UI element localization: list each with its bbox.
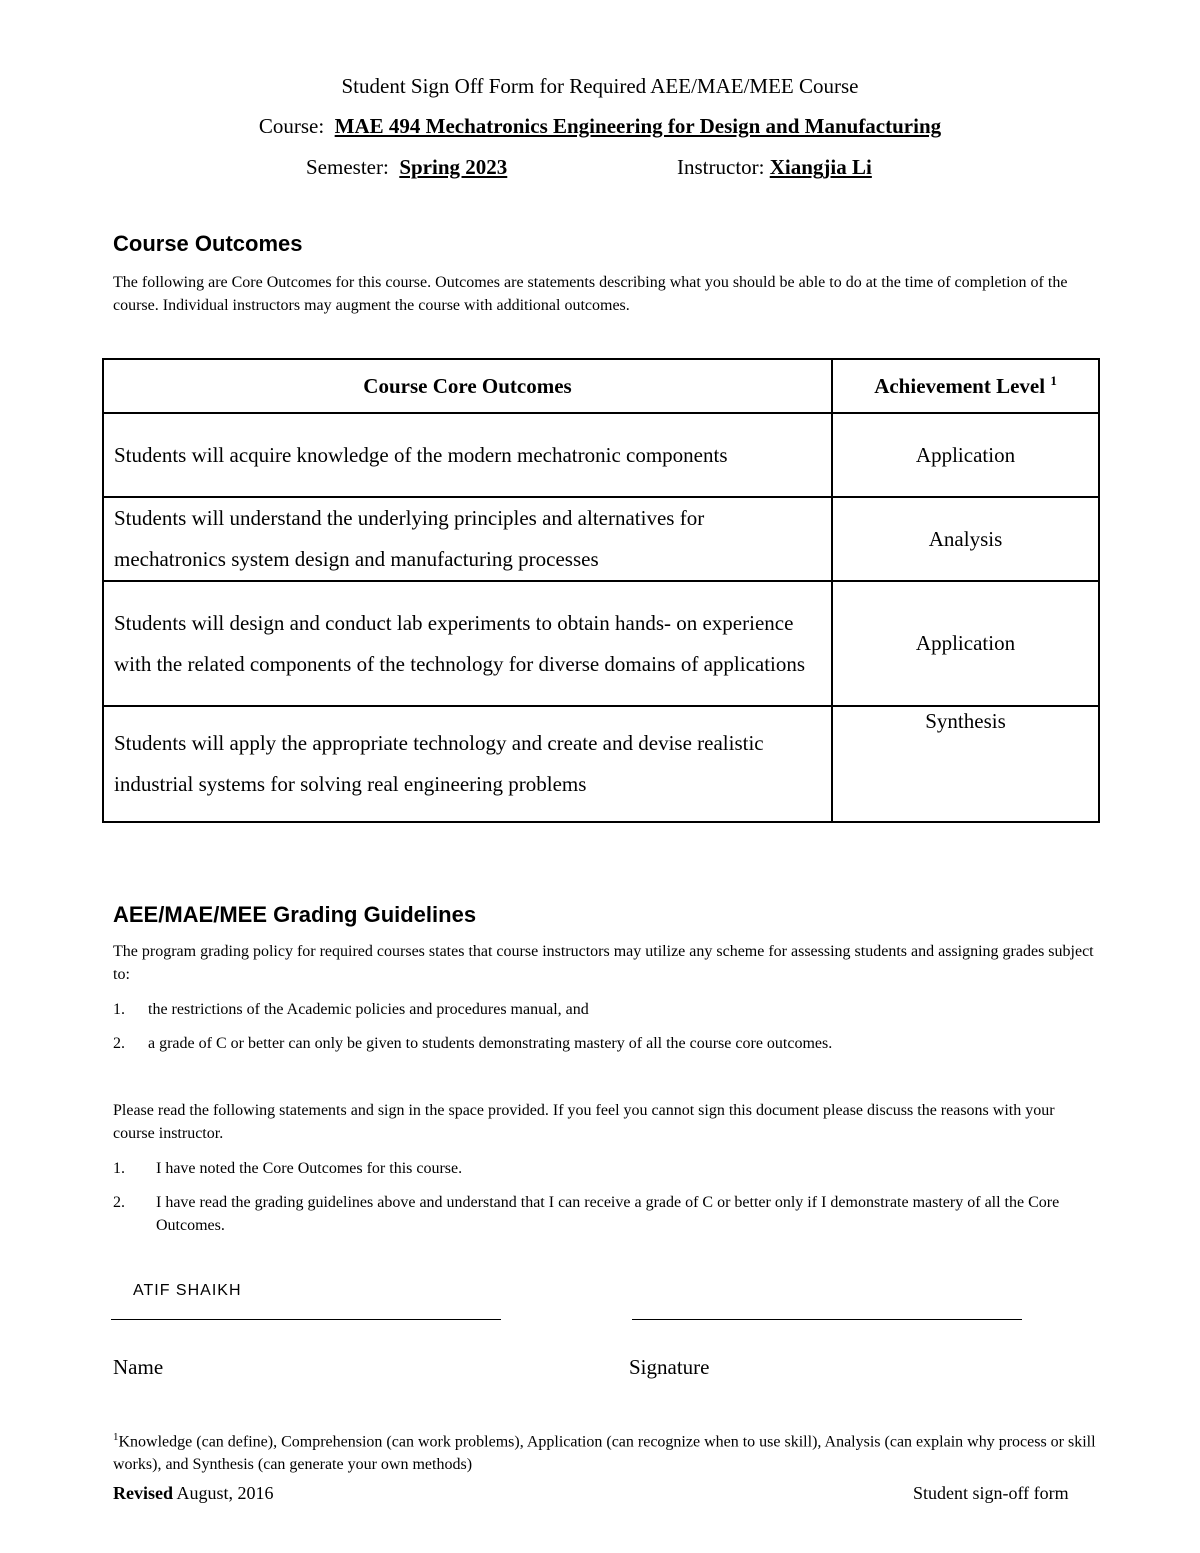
outcome-cell: Students will design and conduct lab experiments to obtain hands- on experience with the related components of the technology for diverse domains of applications	[103, 581, 832, 706]
outcomes-heading: Course Outcomes	[113, 231, 303, 256]
name-line	[111, 1319, 501, 1320]
table-row	[103, 581, 1099, 706]
outcomes-table	[102, 358, 1100, 823]
course-label: Course:	[258, 114, 325, 138]
footnote-ref: 1	[1050, 373, 1057, 388]
revised-note	[113, 1483, 274, 1504]
instructor-label: Instructor:	[677, 155, 765, 179]
signoff-item-text: I have noted the Core Outcomes for this course.	[156, 1160, 463, 1177]
revised-date: August, 2016	[176, 1483, 274, 1503]
col-header-level: Achievement Level $^1$	[832, 359, 1099, 413]
signoff-item-number: 2.	[113, 1194, 125, 1211]
table-row	[103, 706, 1099, 822]
course-line	[0, 114, 1200, 139]
course-value: MAE 494 Mechatronics Engineering for Design and Manufacturing	[334, 114, 942, 138]
signoff-item-text: I have read the grading guidelines above and understand that I can receive a grade of C or better only if I demonstrate mastery of all the Core Outcomes.	[156, 1194, 1060, 1234]
footnote	[113, 1426, 1098, 1476]
table-header-row	[103, 359, 1099, 413]
footnote-number: 1	[113, 1431, 119, 1443]
grading-item-text: the restrictions of the Academic policies and procedures manual, and	[148, 1001, 589, 1018]
signoff-intro: Please read the following statements and sign in the space provided. If you feel you cannot sign this document please discuss the reasons with your course instructor.	[113, 1102, 1055, 1142]
level-cell: Application	[832, 581, 1099, 706]
col-header-outcomes: Course Core Outcomes	[103, 359, 832, 413]
outcome-cell: Students will acquire knowledge of the modern mechatronic components	[103, 413, 832, 497]
grading-intro: The program grading policy for required courses states that course instructors may utilize any scheme for assessing students and assigning grades subject to:	[113, 943, 1094, 983]
outcome-cell: Students will understand the underlying principles and alternatives for mechatronics system design and manufacturing processes	[103, 497, 832, 581]
table-row	[103, 413, 1099, 497]
outcome-cell: Students will apply the appropriate technology and create and devise realistic industrial systems for solving real engineering problems	[103, 706, 832, 822]
level-cell: Analysis	[832, 497, 1099, 581]
level-cell: Synthesis	[832, 706, 1099, 822]
form-title: Student Sign Off Form for Required AEE/MAE/MEE Course	[341, 74, 859, 98]
name-label: Name	[113, 1355, 164, 1379]
outcomes-intro: The following are Core Outcomes for this course. Outcomes are statements describing what you should be able to do at the time of completion of the course. Individual instructors may augment the course with additional outcomes.	[113, 274, 1068, 314]
revised-label: Revised	[113, 1483, 173, 1503]
signature-label: Signature	[629, 1355, 710, 1379]
instructor-line	[677, 155, 872, 180]
table-row	[103, 497, 1099, 581]
instructor-value: Xiangjia Li	[769, 155, 872, 179]
signature-line	[632, 1319, 1022, 1320]
semester-label: Semester:	[306, 155, 389, 179]
name-value: ATIF SHAIKH	[133, 1282, 242, 1299]
grading-item-number: 1.	[113, 1001, 125, 1018]
grading-heading: AEE/MAE/MEE Grading Guidelines	[113, 902, 477, 927]
semester-line	[306, 155, 507, 180]
footer-form-label: Student sign-off form	[913, 1483, 1069, 1503]
grading-item-text: a grade of C or better can only be given to students demonstrating mastery of all the course core outcomes.	[148, 1035, 833, 1052]
level-cell: Application	[832, 413, 1099, 497]
signoff-item-number: 1.	[113, 1160, 125, 1177]
footnote-text: Knowledge (can define), Comprehension (can work problems), Application (can recognize when to use skill), Analysis (can explain why process or skill works), and Synthesis (can generate your own methods)	[113, 1433, 1096, 1474]
grading-item-number: 2.	[113, 1035, 125, 1052]
semester-value: Spring 2023	[399, 155, 508, 179]
